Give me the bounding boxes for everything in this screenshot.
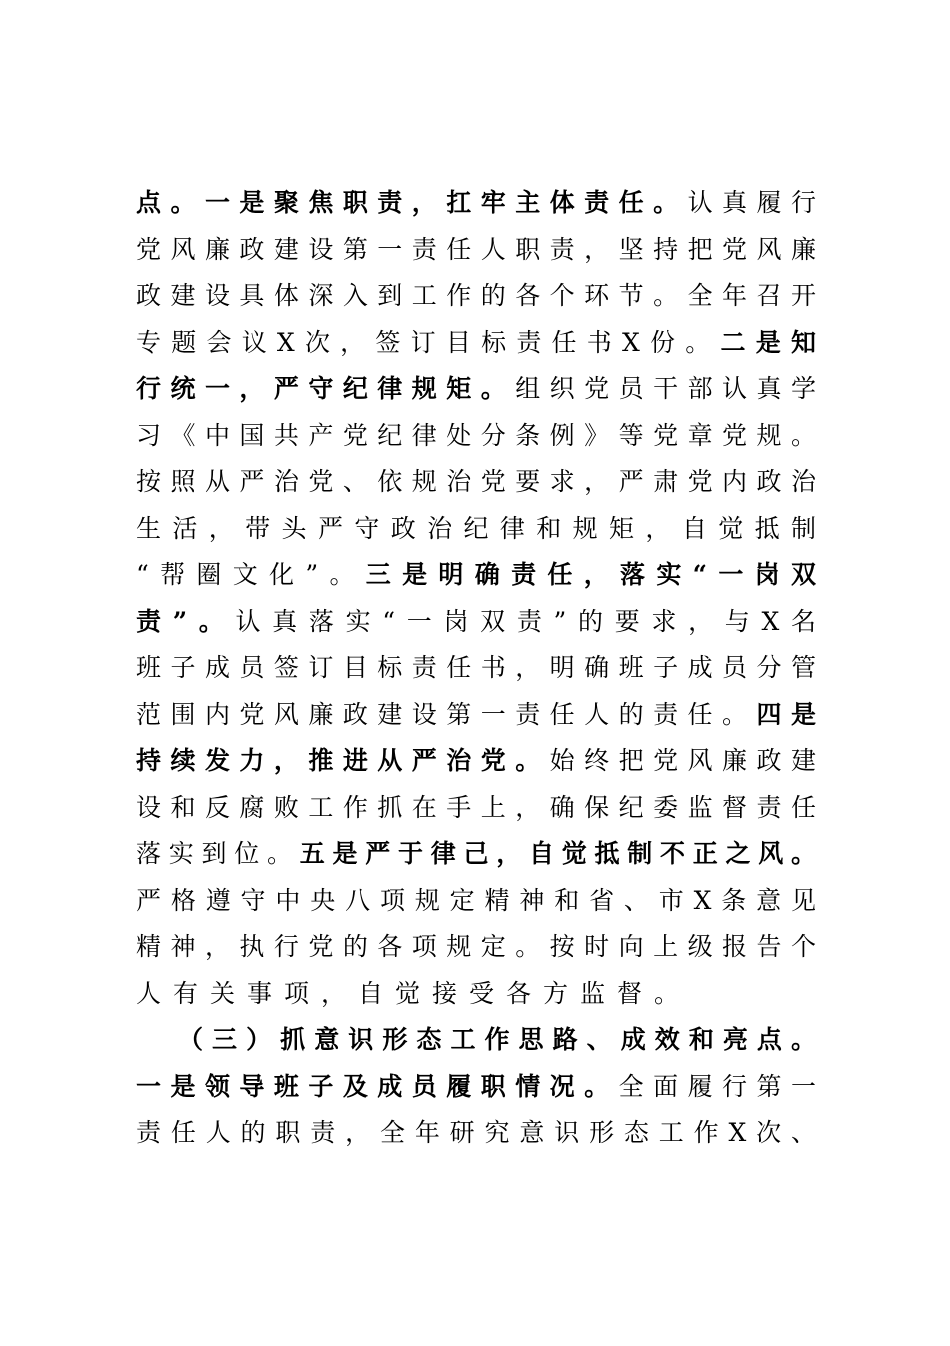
bold-phrase: 行统一，严守纪律规矩。 [136, 374, 516, 403]
bold-phrase: 二是知 [720, 327, 816, 357]
text-segment: 组织党员干部认真学 [515, 374, 816, 403]
text-line [136, 1064, 816, 1111]
text-line [136, 320, 816, 367]
text-segment: 范围内党风廉政建设第一责任人的责任。 [136, 699, 757, 729]
text-segment: 责任人的职责，全年研究意识形态工作X次、 [136, 1118, 816, 1147]
text-segment: 班子成员签订目标责任书，明确班子成员分管 [136, 653, 816, 682]
text-segment: 生活，带头严守政治纪律和规矩，自觉抵制 [136, 513, 816, 543]
text-segment: 政建设具体深入到工作的各个环节。全年召开 [136, 281, 816, 310]
text-line [136, 1017, 816, 1064]
text-line [136, 645, 816, 692]
bold-phrase: 四是 [756, 699, 816, 729]
text-segment: 专题会议X次，签订目标责任书X份。 [136, 327, 721, 357]
text-line [136, 552, 816, 599]
bold-phrase: 责”。 [136, 606, 236, 636]
text-line [136, 785, 816, 832]
bold-phrase: 一是领导班子及成员履职情况。 [136, 1071, 619, 1101]
text-line [136, 366, 816, 413]
text-segment: 党风廉政建设第一责任人职责，坚持把党风廉 [136, 234, 816, 264]
text-segment: 设和反腐败工作抓在手上，确保纪委监督责任 [136, 792, 816, 822]
text-segment: 按照从严治党、依规治党要求，严肃党内政治 [136, 467, 816, 496]
bold-phrase: 三是明确责任，落实“一岗双 [365, 560, 816, 589]
text-line [136, 180, 816, 227]
text-segment: 始终把党风廉政建 [549, 746, 816, 775]
bold-phrase: 五是严于律己，自觉抵制不正之风。 [299, 839, 816, 868]
text-line [136, 273, 816, 320]
bold-phrase: （三）抓意识形态工作思路、成效和亮点。 [178, 1025, 816, 1054]
text-line [136, 459, 816, 506]
text-segment: 精神，执行党的各项规定。按时向上级报告个 [136, 932, 816, 961]
text-segment: 认真落实“一岗双责”的要求，与X名 [235, 606, 816, 636]
text-line [136, 692, 816, 739]
text-line [136, 971, 816, 1018]
bold-phrase: 持续发力，推进从严治党。 [136, 746, 550, 775]
text-line [136, 924, 816, 971]
text-line [136, 599, 816, 646]
text-line [136, 831, 816, 878]
text-line [136, 738, 816, 785]
text-line [136, 227, 816, 274]
body-text [136, 180, 816, 1157]
text-segment: 全面履行第一 [618, 1071, 816, 1101]
text-line [136, 506, 816, 553]
text-segment: 落实到位。 [136, 839, 300, 868]
bold-phrase: 点。一是聚焦职责，扛牢主体责任。 [136, 188, 688, 217]
text-segment: 习《中国共产党纪律处分条例》等党章党规。 [136, 420, 816, 450]
text-segment: 严格遵守中央八项规定精神和省、市X条意见 [136, 885, 816, 915]
text-segment: 认真履行 [687, 188, 816, 217]
text-line [136, 413, 816, 460]
text-line [136, 878, 816, 925]
text-line [136, 1110, 816, 1157]
text-segment: 人有关事项，自觉接受各方监督。 [136, 978, 692, 1008]
text-segment: “帮圈文化”。 [136, 560, 366, 589]
